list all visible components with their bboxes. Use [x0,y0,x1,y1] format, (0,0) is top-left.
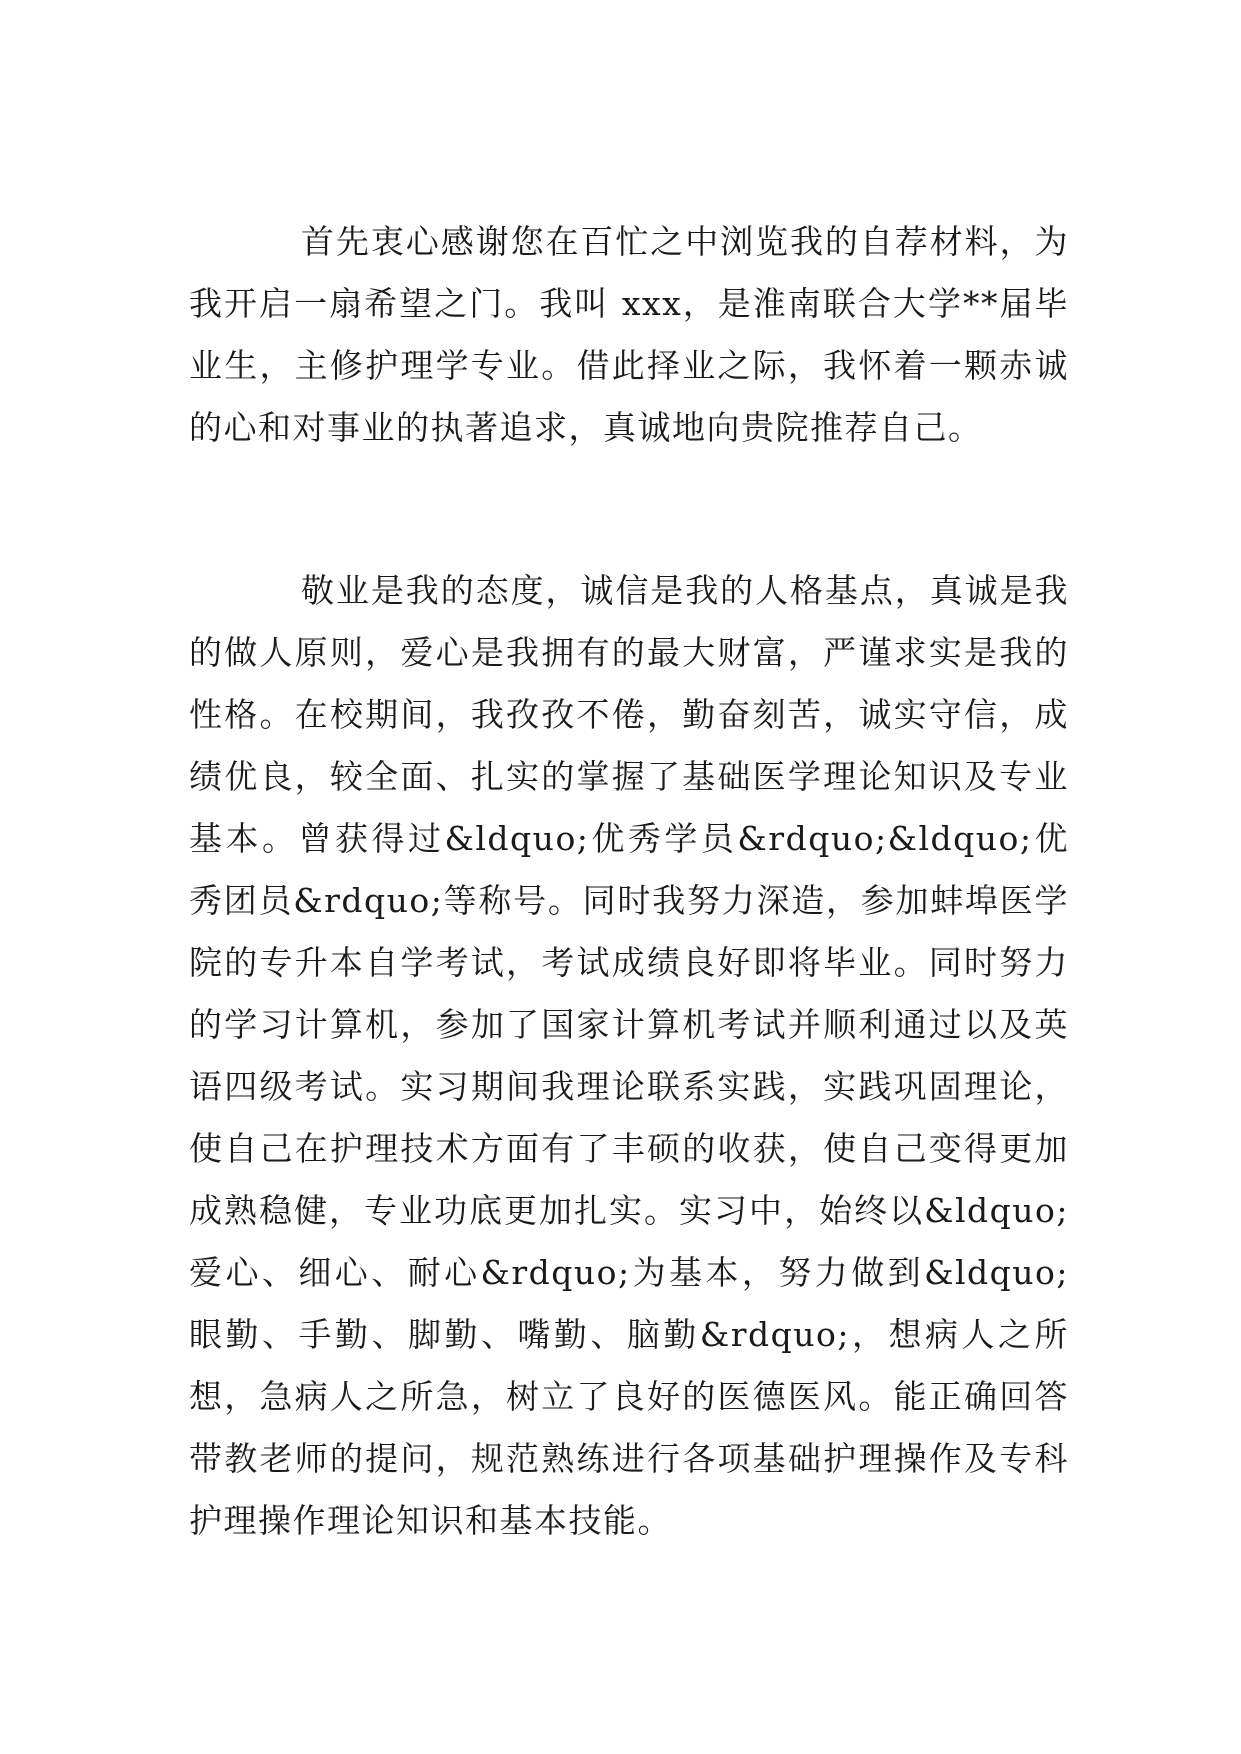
paragraph-qualifications: 敬业是我的态度，诚信是我的人格基点，真诚是我的做人原则，爱心是我拥有的最大财富，严谨求实是我的性格。在校期间，我孜孜不倦，勤奋刻苦，诚实守信，成绩优良，较全面、扎实的掌握了基础医学理论知识及专业基本。曾获得过&ldquo;优秀学员&rdquo;&ldquo;优秀团员&rdquo;等称号。同时我努力深造，参加蚌埠医学院的专升本自学考试，考试成绩良好即将毕业。同时努力的学习计算机，参加了国家计算机考试并顺利通过以及英语四级考试。实习期间我理论联系实践，实践巩固理论，使自己在护理技术方面有了丰硕的收获，使自己变得更加成熟稳健，专业功底更加扎实。实习中，始终以&ldquo;爱心、细心、耐心&rdquo;为基本，努力做到&ldquo;眼勤、手勤、脚勤、嘴勤、脑勤&rdquo;，想病人之所想，急病人之所急，树立了良好的医德医风。能正确回答带教老师的提问，规范熟练进行各项基础护理操作及专科护理操作理论知识和基本技能。 [189,571,1069,1540]
paragraph-introduction: 首先衷心感谢您在百忙之中浏览我的自荐材料，为我开启一扇希望之门。我叫 xxx，是淮南联合大学**届毕业生，主修护理学专业。借此择业之际，我怀着一颗赤诚的心和对事业的执著追求，真诚地向贵院推荐自己。 [189,222,1069,447]
